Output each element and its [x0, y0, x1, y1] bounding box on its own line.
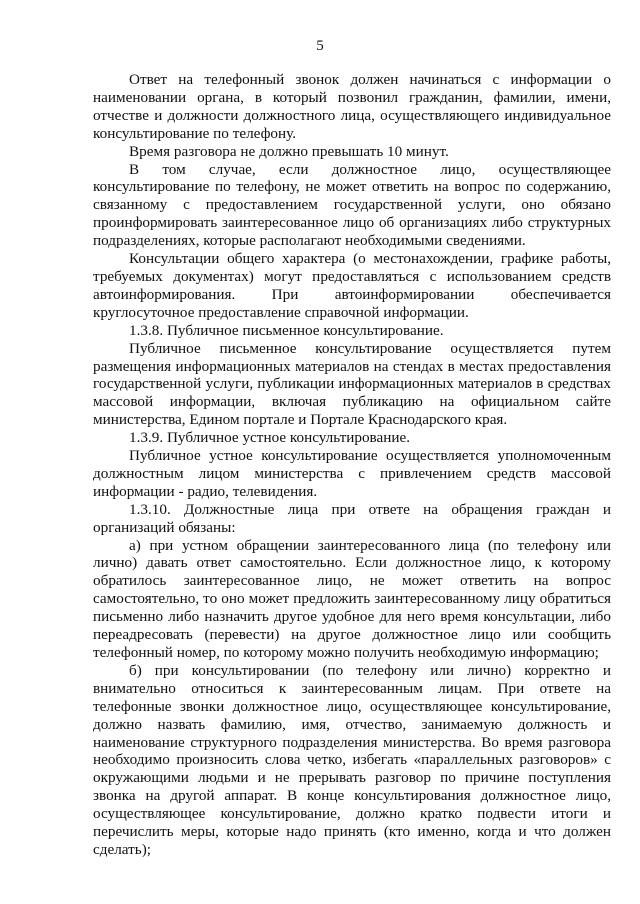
- section-heading-1-3-9: 1.3.9. Публичное устное консультирование.: [129, 429, 411, 447]
- paragraph-item-b: б) при консультировании (по телефону или лично) корректно и внимательно относиться к заинтересованным лицам. При ответе на телефонные звонки должностное лицо, осуществляющее консультирование, должно назвать фамилию, имя, отчество, занимаемую должность и наименование структурного подразделения министерства. Во время разговора необходимо произносить слова четко, избегать «параллельных разговоров» с окружающими людьми и не прерывать разговор по причине поступления звонка на другой аппарат. В конце консультирования должностное лицо, осуществляющее консультирование, должно кратко подвести итоги и перечислить меры, которые надо принять (кто именно, когда и что должен сделать);: [93, 661, 611, 858]
- paragraph-public-written: Публичное письменное консультирование осуществляется путем размещения информационных материалов на стендах в местах предоставления государственной услуги, публикации информационных материалов в средствах массовой информации, включая публикацию на официальном сайте министерства, Едином портале и Портале Краснодарского края.: [93, 339, 611, 429]
- paragraph-item-a: а) при устном обращении заинтересованного лица (по телефону или лично) давать ответ самостоятельно. Если должностное лицо, к которому обратилось заинтересованное лицо, не может ответить на вопрос самостоятельно, то оно может предложить заинтересованному лицу обратиться письменно либо назначить другое удобное для него время консультации, либо переадресовать (перевести) на другое должностное лицо или сообщить телефонный номер, по которому можно получить необходимую информацию;: [93, 536, 611, 661]
- page-number: 5: [316, 38, 324, 54]
- section-heading-1-3-8: 1.3.8. Публичное письменное консультирование.: [129, 321, 444, 339]
- document-body: [93, 71, 611, 859]
- paragraph-general-consultations: Консультации общего характера (о местонахождении, графике работы, требуемых документах) могут предоставляться с использованием средств автоинформирования. При автоинформировании обеспечивается круглосуточное предоставление справочной информации.: [93, 250, 611, 321]
- paragraph-call-duration: Время разговора не должно превышать 10 минут.: [129, 142, 449, 160]
- paragraph-cannot-answer: В том случае, если должностное лицо, осуществляющее консультирование по телефону, не может ответить на вопрос по содержанию, связанному с предоставлением государственной услуги, оно обязано проинформировать заинтересованное лицо об организациях либо структурных подразделениях, которые располагают необходимыми сведениями.: [93, 160, 611, 250]
- paragraph-phone-answer: Ответ на телефонный звонок должен начинаться с информации о наименовании органа, в который позвонил гражданин, фамилии, имени, отчестве и должности должностного лица, осуществляющего индивидуальное консультирование по телефону.: [93, 71, 611, 142]
- paragraph-public-oral: Публичное устное консультирование осуществляется уполномоченным должностным лицом министерства с привлечением средств массовой информации - радио, телевидения.: [93, 447, 611, 500]
- section-heading-1-3-10: 1.3.10. Должностные лица при ответе на обращения граждан и организаций обязаны:: [93, 500, 611, 536]
